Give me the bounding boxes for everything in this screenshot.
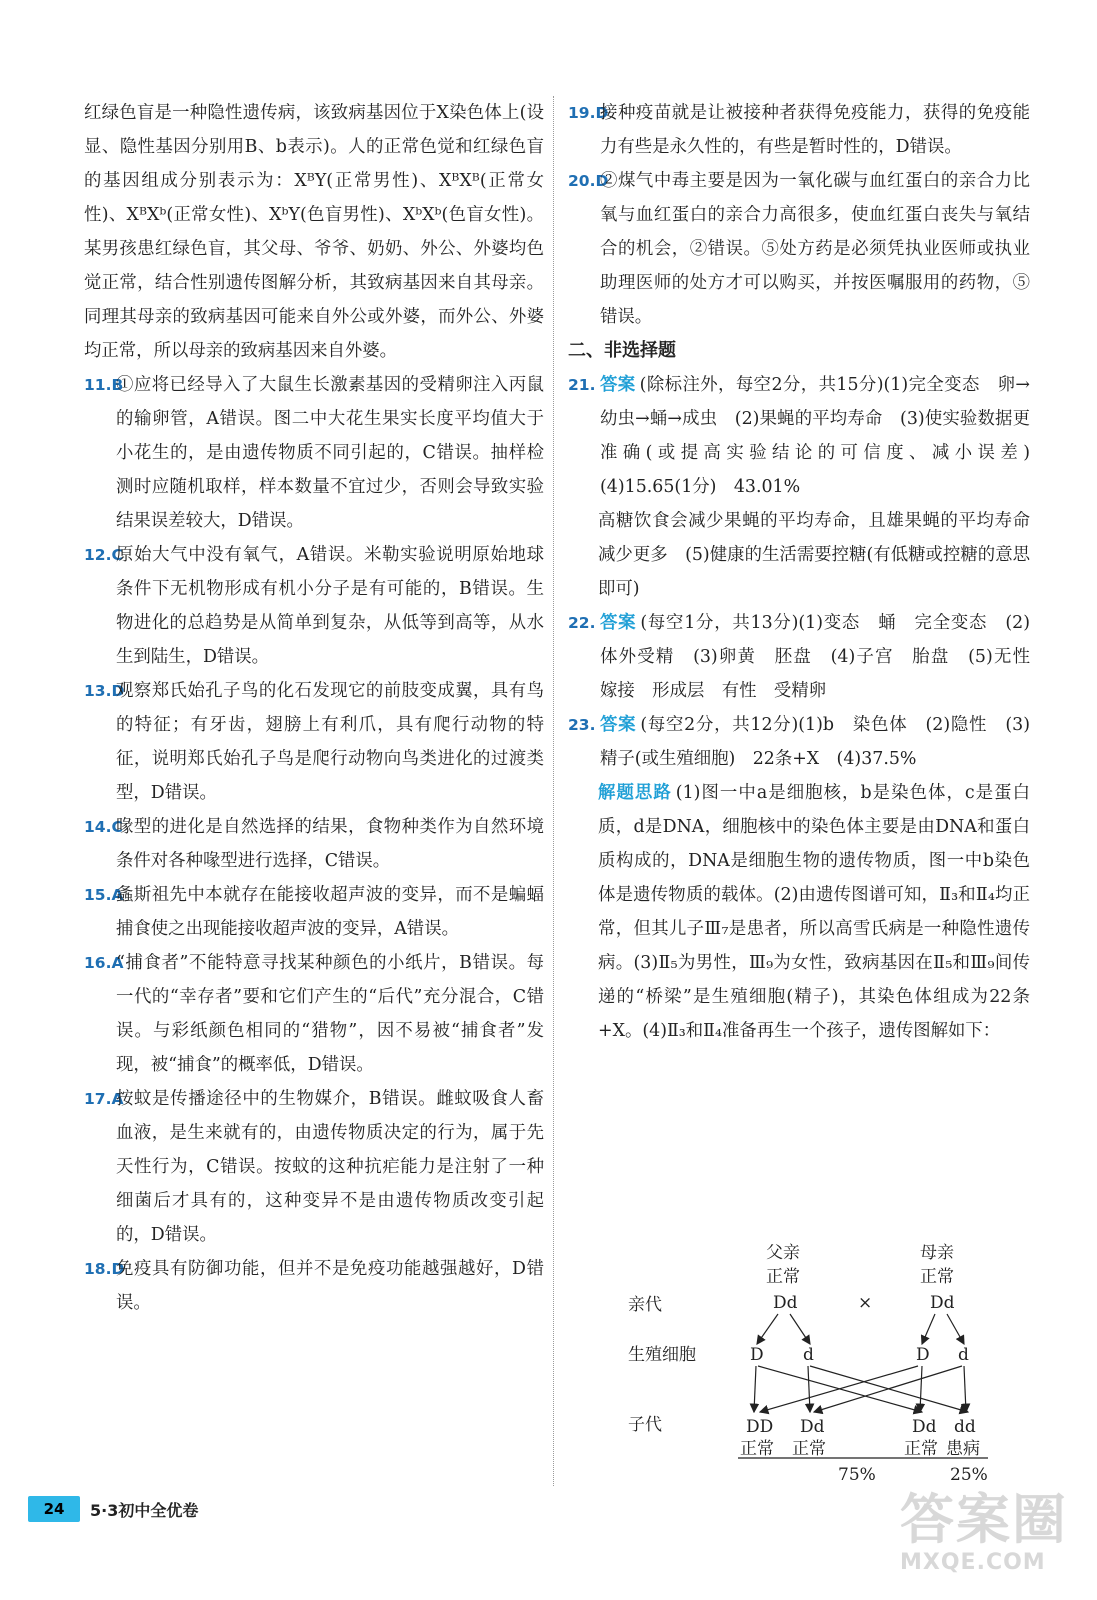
offspring-dd: dd [954, 1417, 976, 1437]
answer-item-23 [568, 708, 1030, 776]
answer-body [600, 606, 1048, 708]
answer-number: 12.C [84, 546, 123, 564]
answer-body [600, 708, 1030, 776]
solution-idea-text: (1)图一中a是细胞核，b是染色体，c是蛋白质，d是DNA，细胞核中的染色体主要是由DNA和蛋白质构成的，DNA是细胞生物的遗传物质，图一中b染色体是遗传物质的载体。(2)由遗传图谱可知，Ⅱ₃和Ⅱ₄均正常，但其儿子Ⅲ₇是患者，所以高雪氏病是一种隐性遗传病。(3)Ⅱ₅为男性，Ⅲ₉为女性，致病基因在Ⅱ₅和Ⅲ₉间传递的“桥梁”是生殖细胞(精子)，其染色体组成为22条+X。(4)Ⅱ₃和Ⅱ₄准备再生一个孩子，遗传图解如下： [598, 783, 1030, 1041]
mother-status: 正常 [920, 1267, 954, 1287]
answer-item-17 [84, 1082, 544, 1252]
right-column [568, 96, 1048, 1048]
gamete-father-d: d [803, 1345, 814, 1365]
answer-text: 喙型的进化是自然选择的结果，食物种类作为自然环境条件对各种喙型进行选择，C错误。 [116, 817, 544, 871]
answer-number: 15.A [84, 886, 124, 904]
gamete-mother-d: d [958, 1345, 969, 1365]
answer-text: ①应将已经导入了大鼠生长激素基因的受精卵注入丙鼠的输卵管，A错误。图二中大花生果实长度平均值大于小花生的，是由遗传物质不同引起的，C错误。抽样检测时应随机取样，样本数量不宜过少，否则会导致实验结果误差较大，D错误。 [116, 375, 544, 531]
answer-text: 观察郑氏始孔子鸟的化石发现它的前肢变成翼，具有鸟的特征；有牙齿，翅膀上有利爪，具有爬行动物的特征，说明郑氏始孔子鸟是爬行动物向鸟类进化的过渡类型，D错误。 [116, 681, 544, 803]
arrows [754, 1314, 968, 1412]
ratio-normal: 75% [838, 1465, 876, 1485]
answer-number: 11.B [84, 376, 124, 394]
answer-tag: 答案 [600, 375, 636, 395]
solution-idea-tag: 解题思路 [598, 783, 672, 803]
answer-number: 17.A [84, 1090, 124, 1108]
father-label: 父亲 [766, 1243, 800, 1263]
answer-text: “捕食者”不能特意寻找某种颜色的小纸片，B错误。每一代的“幸存者”要和它们产生的“后代”充分混合，C错误。与彩纸颜色相同的“猎物”，因不易被“捕食者”发现，被“捕食”的概率低，D错误。 [116, 953, 544, 1075]
offspring-Dd-1: Dd [800, 1417, 825, 1437]
answer-text: 按蚊是传播途径中的生物媒介，B错误。雌蚊吸食人畜血液，是生来就有的，由遗传物质决定的行为，属于先天性行为，C错误。按蚊的这种抗疟能力是注射了一种细菌后才具有的，这种变异不是由遗传物质改变引起的，D错误。 [116, 1089, 544, 1245]
offspring-status-3: 正常 [904, 1439, 938, 1459]
answer-item-13 [84, 674, 544, 810]
father-status: 正常 [766, 1267, 800, 1287]
answer-number: 22. [568, 614, 596, 632]
answer-item-11 [84, 368, 544, 538]
answer-text: 接种疫苗就是让被接种者获得免疫能力，获得的免疫能力有些是永久性的，有些是暂时性的，D错误。 [600, 103, 1030, 157]
answer-text: (除标注外，每空2分，共15分)(1)完全变态 卵→幼虫→蛹→成虫 (2)果蝇的平均寿命 (3)使实验数据更准确(或提高实验结论的可信度、减小误差) (4)15.65(1分) 43.01% [600, 375, 1048, 497]
answer-number: 13.D [84, 682, 125, 700]
answer-item-19 [568, 96, 1030, 164]
answer-text: (每空1分，共13分)(1)变态 蛹 完全变态 (2)体外受精 (3)卵黄 胚盘 (4)子宫 胎盘 (5)无性 嫁接 形成层 有性 受精卵 [600, 613, 1048, 701]
offspring-Dd-2: Dd [912, 1417, 937, 1437]
row-label-offspring: 子代 [628, 1415, 662, 1435]
answer-text: ②煤气中毒主要是因为一氧化碳与血红蛋白的亲合力比氧与血红蛋白的亲合力高很多，使血红蛋白丧失与氧结合的机会，②错误。⑤处方药是必须凭执业医师或执业助理医师的处方才可以购买，并按医嘱服用的药物，⑤错误。 [600, 171, 1030, 327]
answer-number: 20.D [568, 172, 609, 190]
answer-number: 21. [568, 376, 596, 394]
genetic-diagram [600, 1234, 1020, 1494]
answer-text: 原始大气中没有氧气，A错误。米勒实验说明原始地球条件下无机物形成有机小分子是有可能的，B错误。生物进化的总趋势是从简单到复杂，从低等到高等，从水生到陆生，D错误。 [116, 545, 544, 667]
answer-item-15 [84, 878, 544, 946]
answer-number: 18.D [84, 1260, 125, 1278]
row-label-parent: 亲代 [628, 1295, 662, 1315]
watermark-main: 答案圈 [900, 1488, 1068, 1551]
mother-label: 母亲 [920, 1243, 954, 1263]
offspring-status-1: 正常 [740, 1439, 774, 1459]
offspring-status-2: 正常 [792, 1439, 826, 1459]
answer-item-12 [84, 538, 544, 674]
solution-idea [568, 776, 1030, 1048]
left-column [84, 96, 544, 1320]
cross-symbol: × [858, 1293, 873, 1313]
column-divider [553, 96, 554, 1486]
answer-text: 免疫具有防御功能，但并不是免疫功能越强越好，D错误。 [116, 1259, 544, 1313]
brand-label: 5·3初中全优卷 [90, 1500, 199, 1520]
answer-item-16 [84, 946, 544, 1082]
answer-tag: 答案 [600, 715, 637, 735]
page-number: 24 [28, 1496, 80, 1522]
intro-paragraph: 红绿色盲是一种隐性遗传病，该致病基因位于X染色体上(设显、隐性基因分别用B、b表示)。人的正常色觉和红绿色盲的基因组成分别表示为：XᴮY(正常男性)、XᴮXᴮ(正常女性)、XᴮXᵇ(正常女性)、XᵇY(色盲男性)、XᵇXᵇ(色盲女性)。某男孩患红绿色盲，其父母、爷爷、奶奶、外公、外婆均色觉正常，结合性别遗传图解分析，其致病基因来自其母亲。同理其母亲的致病基因可能来自外公或外婆，而外公、外婆均正常，所以母亲的致病基因来自外婆。 [84, 103, 544, 361]
section-title: 二、非选择题 [568, 340, 676, 361]
ratio-sick: 25% [950, 1465, 988, 1485]
row-label-gamete: 生殖细胞 [628, 1345, 696, 1365]
answer-body [600, 368, 1048, 504]
answer-number: 23. [568, 716, 596, 734]
watermark-logo [900, 1490, 1090, 1600]
answer-number: 14.C [84, 818, 123, 836]
answer-number: 16.A [84, 954, 124, 972]
father-genotype: Dd [773, 1293, 798, 1313]
answer-item-14 [84, 810, 544, 878]
answer-item-18 [84, 1252, 544, 1320]
mother-genotype: Dd [930, 1293, 955, 1313]
page-footer [28, 1496, 198, 1522]
gamete-mother-D: D [916, 1345, 930, 1365]
answer-item-21 [568, 368, 1048, 504]
watermark-site: MXQE.COM [900, 1550, 1046, 1575]
answer-number: 19.D [568, 104, 609, 122]
gamete-father-D: D [750, 1345, 764, 1365]
answer-item-20 [568, 164, 1030, 334]
offspring-DD: DD [746, 1417, 774, 1437]
answer-tag: 答案 [600, 613, 637, 633]
answer-21-continued: 高糖饮食会减少果蝇的平均寿命，且雄果蝇的平均寿命减少更多 (5)健康的生活需要控糖(有低糖或控糖的意思即可) [598, 511, 1030, 599]
answer-item-22 [568, 606, 1048, 708]
answer-text: 螽斯祖先中本就存在能接收超声波的变异，而不是蝙蝠捕食使之出现能接收超声波的变异，A错误。 [116, 885, 544, 939]
answer-text: (每空2分，共12分)(1)b 染色体 (2)隐性 (3)精子(或生殖细胞) 22条+X (4)37.5% [600, 715, 1030, 769]
genetic-diagram-svg [600, 1234, 1020, 1494]
offspring-status-4: 患病 [946, 1439, 980, 1459]
